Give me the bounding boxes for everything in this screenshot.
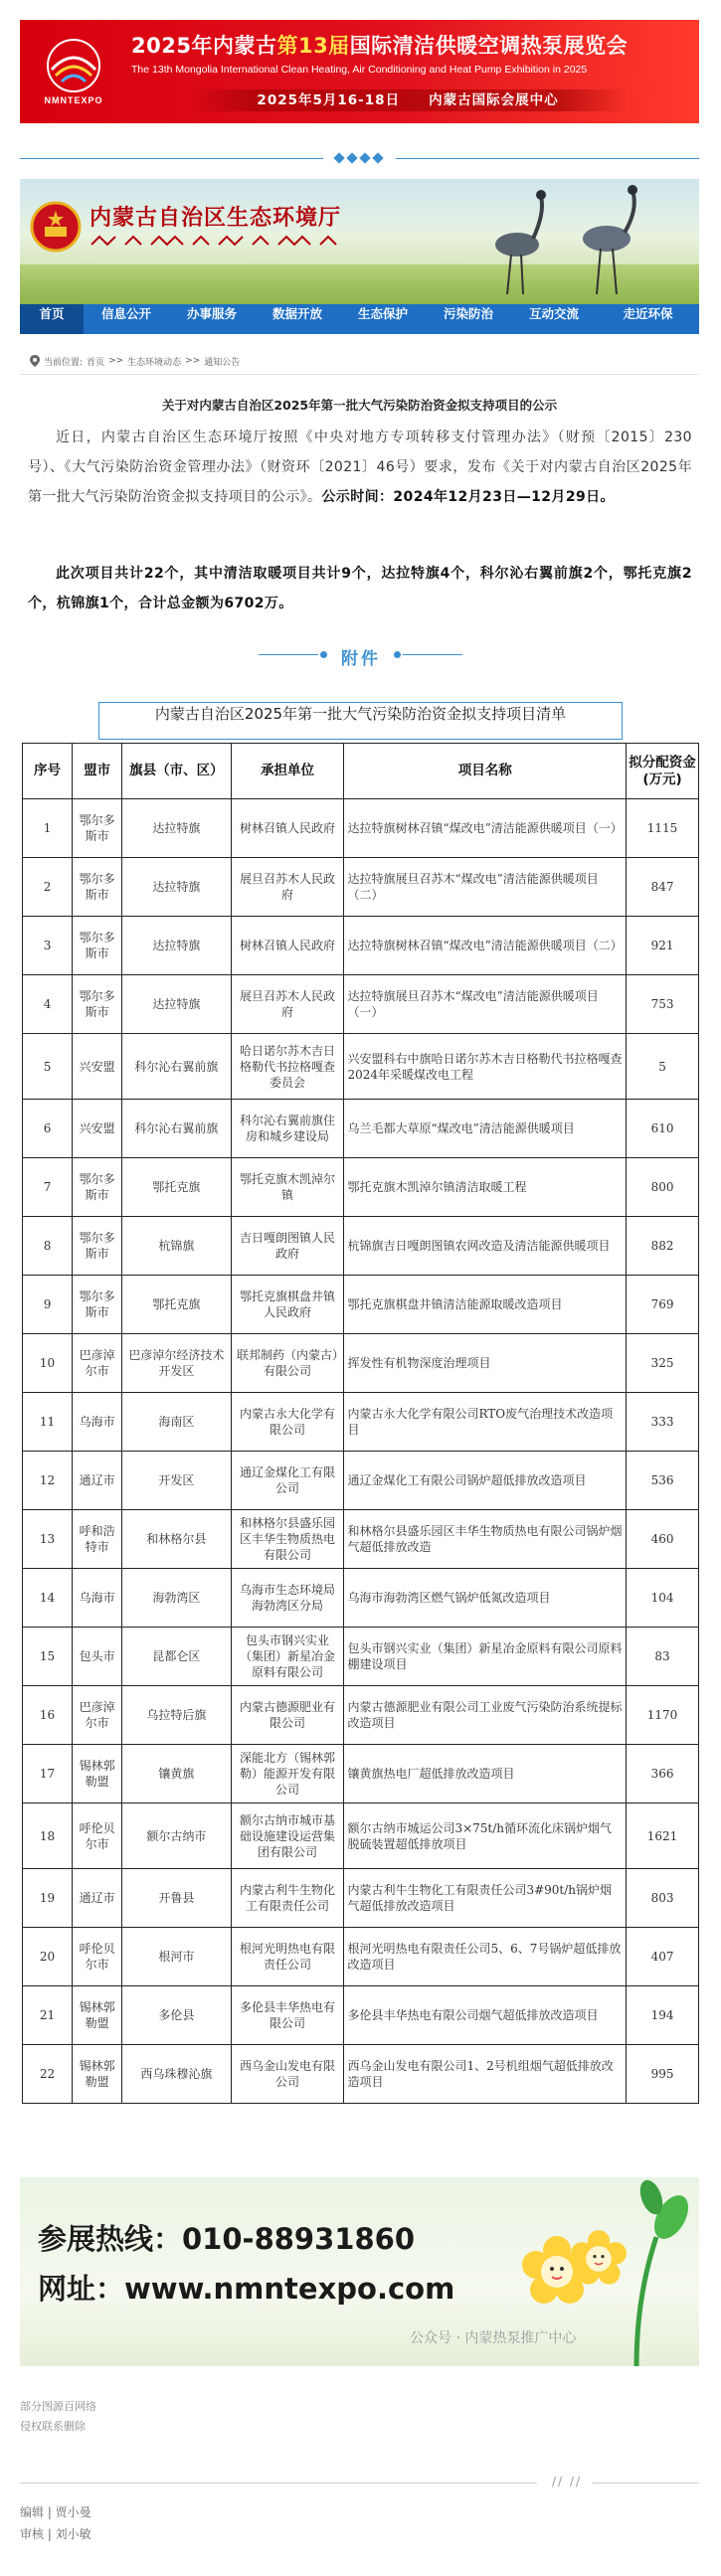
cell-project-name: 额尔古纳市城运公司3×75t/h循环流化床锅炉烟气脱硫装置超低排放项目 [344,1803,627,1869]
cell-county: 达拉特旗 [122,799,231,858]
cell-funding: 921 [627,917,699,975]
cell-project-name: 根河光明热电有限责任公司5、6、7号锅炉超低排放改造项目 [344,1928,627,1986]
cell-undertaker: 内蒙古利牛生物化工有限责任公司 [231,1869,344,1928]
cell-county: 西乌珠穆沁旗 [122,2045,231,2104]
cell-project-name: 挥发性有机物深度治理项目 [344,1334,627,1393]
cell-county: 额尔古纳市 [122,1803,231,1869]
cell-league-city: 鄂尔多斯市 [73,1217,122,1276]
table-caption: 内蒙古自治区2025年第一批大气污染防治资金拟支持项目清单 [98,702,623,740]
cell-no: 17 [23,1745,73,1803]
cell-project-name: 内蒙古永大化学有限公司RTO废气治理技术改造项目 [344,1393,627,1452]
cell-undertaker: 科尔沁右翼前旗住房和城乡建设局 [231,1100,344,1158]
cell-county: 海南区 [122,1393,231,1452]
cell-funding: 194 [627,1986,699,2045]
promo-website[interactable]: 网址：www.nmntexpo.com [38,2272,455,2306]
cell-project-name: 乌海市海勃湾区燃气锅炉低氮改造项目 [344,1569,627,1628]
table-row [23,917,699,975]
breadcrumb-label: 当前位置: [44,357,84,368]
cell-project-name: 镶黄旗热电厂超低排放改造项目 [344,1745,627,1803]
cell-league-city: 兴安盟 [73,1034,122,1100]
cell-undertaker: 根河光明热电有限责任公司 [231,1928,344,1986]
cell-project-name: 达拉特旗树林召镇“煤改电”清洁能源供暖项目（二） [344,917,627,975]
cell-undertaker: 深能北方（锡林郭勒）能源开发有限公司 [231,1745,344,1803]
nav-interaction[interactable]: 互动交流 [528,306,579,321]
cell-undertaker: 内蒙古德源肥业有限公司 [231,1686,344,1745]
cell-project-name: 达拉特旗展旦召苏木“煤改电”清洁能源供暖项目（一） [344,975,627,1034]
breadcrumb-sep: >> [108,356,124,366]
cell-project-name: 鄂托克旗棋盘井镇清洁能源取暖改造项目 [344,1276,627,1334]
breadcrumb-home[interactable]: 首页 [87,357,105,368]
wechat-watermark: 公众号 · 内蒙热泵推广中心 [410,2330,577,2346]
table-row [23,2045,699,2104]
reviewer-credit: 审核 | 刘小敏 [20,2527,91,2541]
table-row [23,1628,699,1686]
cell-funding: 460 [627,1510,699,1569]
header-league-city: 盟市 [73,744,122,799]
cell-funding: 1621 [627,1803,699,1869]
article-paragraph-1-text: 近日，内蒙古自治区生态环境厅按照《中央对地方专项转移支付管理办法》（财预〔2015〕230号）、《大气污染防治资金管理办法》（财资环〔2021〕46号）要求，发布《关于对内蒙古自治区2025年第一批大气污染防治资金拟支持项目的公示》。 [28,429,692,505]
expo-title-prefix: 2025年内蒙古 [131,34,277,58]
mongolian-script-graphic [90,233,388,249]
site-header [20,179,699,304]
cell-no: 14 [23,1569,73,1628]
cell-no: 16 [23,1686,73,1745]
project-table [22,743,699,2104]
cell-undertaker: 树林召镇人民政府 [231,799,344,858]
table-row [23,1158,699,1217]
cell-undertaker: 和林格尔县盛乐园区丰华生物质热电有限公司 [231,1510,344,1569]
table-row [23,1034,699,1100]
cell-league-city: 锡林郭勒盟 [73,2045,122,2104]
table-row [23,1510,699,1569]
cell-project-name: 多伦县丰华热电有限公司烟气超低排放改造项目 [344,1986,627,2045]
expo-date-venue: 2025年5月16-18日 内蒙古国际会展中心 [189,89,627,111]
cell-county: 达拉特旗 [122,975,231,1034]
cell-project-name: 内蒙古利牛生物化工有限责任公司3#90t/h锅炉烟气超低排放改造项目 [344,1869,627,1928]
cell-funding: 753 [627,975,699,1034]
cell-no: 21 [23,1986,73,2045]
nav-about-env[interactable]: 走近环保 [623,306,673,321]
cell-league-city: 乌海市 [73,1393,122,1452]
cell-league-city: 巴彦淖尔市 [73,1686,122,1745]
table-row [23,1686,699,1745]
table-row [23,858,699,917]
nav-eco-protection[interactable]: 生态保护 [357,306,408,321]
source-note: 部分图源百网络 [20,2400,96,2413]
expo-title-highlight: 第13届 [276,34,350,58]
cell-league-city: 通辽市 [73,1452,122,1510]
cell-undertaker: 乌海市生态环境局海勃湾区分局 [231,1569,344,1628]
national-emblem-icon [30,201,82,253]
attachment-label: 附件 [341,649,381,669]
cell-no: 18 [23,1803,73,1869]
cell-project-name: 达拉特旗展旦召苏木“煤改电”清洁能源供暖项目（二） [344,858,627,917]
cell-county: 鄂托克旗 [122,1158,231,1217]
cell-funding: 5 [627,1034,699,1100]
cell-funding: 803 [627,1869,699,1928]
cell-league-city: 包头市 [73,1628,122,1686]
cell-county: 开发区 [122,1452,231,1510]
cell-no: 6 [23,1100,73,1158]
cell-no: 8 [23,1217,73,1276]
cell-county: 乌拉特后旗 [122,1686,231,1745]
cell-no: 5 [23,1034,73,1100]
cell-no: 3 [23,917,73,975]
cell-undertaker: 鄂托克旗木凯淖尔镇 [231,1158,344,1217]
expo-banner[interactable] [20,20,699,123]
article-publicity-period: 公示时间：2024年12月23日—12月29日。 [321,489,615,505]
cell-league-city: 呼伦贝尔市 [73,1928,122,1986]
header-county: 旗县（市、区） [122,744,231,799]
cell-project-name: 包头市钢兴实业（集团）新星冶金原料有限公司原料棚建设项目 [344,1628,627,1686]
cell-project-name: 和林格尔县盛乐园区丰华生物质热电有限公司锅炉烟气超低排放改造 [344,1510,627,1569]
cell-no: 19 [23,1869,73,1928]
cell-funding: 769 [627,1276,699,1334]
cell-county: 多伦县 [122,1986,231,2045]
cell-project-name: 乌兰毛都大草原“煤改电”清洁能源供暖项目 [344,1100,627,1158]
table-row [23,1393,699,1452]
cell-no: 10 [23,1334,73,1393]
cell-funding: 325 [627,1334,699,1393]
cell-no: 7 [23,1158,73,1217]
cell-county: 科尔沁右翼前旗 [122,1100,231,1158]
cell-project-name: 内蒙古德源肥业有限公司工业废气污染防治系统提标改造项目 [344,1686,627,1745]
cell-project-name: 鄂托克旗木凯淖尔镇清洁取暖工程 [344,1158,627,1217]
article-paragraph-2 [28,559,692,618]
cell-undertaker: 吉日嘎朗图镇人民政府 [231,1217,344,1276]
cell-county: 达拉特旗 [122,858,231,917]
table-row [23,1276,699,1334]
cell-undertaker: 内蒙古永大化学有限公司 [231,1393,344,1452]
table-row [23,1803,699,1869]
header-funding: 拟分配资金(万元) [627,744,699,799]
flower-decoration-icon [487,2177,699,2366]
attachment-divider [0,644,721,669]
cell-undertaker: 额尔古纳市城市基础设施建设运营集团有限公司 [231,1803,344,1869]
cell-funding: 610 [627,1100,699,1158]
cell-no: 9 [23,1276,73,1334]
table-row [23,1928,699,1986]
editor-credit: 编辑 | 贾小曼 [20,2505,91,2519]
cell-undertaker: 包头市钢兴实业（集团）新星冶金原料有限公司 [231,1628,344,1686]
cell-county: 昆都仑区 [122,1628,231,1686]
table-row [23,1569,699,1628]
cell-funding: 83 [627,1628,699,1686]
cell-undertaker: 展旦召苏木人民政府 [231,858,344,917]
nav-home[interactable]: 首页 [20,304,84,334]
table-row [23,1334,699,1393]
cell-funding: 407 [627,1928,699,1986]
cell-league-city: 呼和浩特市 [73,1510,122,1569]
header-no: 序号 [23,744,73,799]
promo-banner [20,2177,699,2366]
cell-funding: 366 [627,1745,699,1803]
expo-title-en: The 13th Mongolia International Clean Heating, Air Conditioning and Heat Pump Exhibition in 2025 [131,64,588,76]
cell-county: 镶黄旗 [122,1745,231,1803]
crane-birds-graphic [457,183,676,302]
table-row [23,1217,699,1276]
cell-league-city: 鄂尔多斯市 [73,1158,122,1217]
copyright-note: 侵权联系删除 [20,2420,86,2433]
cell-county: 鄂托克旗 [122,1276,231,1334]
cell-no: 2 [23,858,73,917]
cell-funding: 1170 [627,1686,699,1745]
footer-divider-mark: // // [552,2475,582,2489]
table-row [23,975,699,1034]
cell-no: 1 [23,799,73,858]
cell-undertaker: 多伦县丰华热电有限公司 [231,1986,344,2045]
table-row [23,1745,699,1803]
nav-pollution-control[interactable]: 污染防治 [443,306,493,321]
nav-info-disclosure[interactable]: 信息公开 [100,306,151,321]
breadcrumb-eco-news[interactable]: 生态环境动态 [127,357,182,368]
table-body [23,799,699,2104]
cell-undertaker: 哈日诺尔苏木吉日格勒代书拉格嘎查委员会 [231,1034,344,1100]
cell-county: 海勃湾区 [122,1569,231,1628]
cell-county: 达拉特旗 [122,917,231,975]
table-row [23,1869,699,1928]
cell-no: 13 [23,1510,73,1569]
cell-league-city: 兴安盟 [73,1100,122,1158]
nav-open-data[interactable]: 数据开放 [271,306,322,321]
footer-divider [20,2475,699,2490]
main-nav [20,304,699,334]
cell-league-city: 乌海市 [73,1569,122,1628]
cell-funding: 1115 [627,799,699,858]
cell-league-city: 鄂尔多斯市 [73,799,122,858]
cell-county: 和林格尔县 [122,1510,231,1569]
table-row [23,1452,699,1510]
cell-undertaker: 联邦制药（内蒙古）有限公司 [231,1334,344,1393]
cell-county: 根河市 [122,1928,231,1986]
expo-title-cn [131,30,688,60]
promo-hotline: 参展热线：010-88931860 [38,2222,415,2256]
header-undertaker: 承担单位 [231,744,344,799]
cell-league-city: 鄂尔多斯市 [73,858,122,917]
section-separator [20,151,699,165]
breadcrumb-divider [20,374,699,375]
breadcrumb-notice[interactable]: 通知公告 [204,357,241,368]
cell-project-name: 西乌金山发电有限公司1、2号机组烟气超低排放改造项目 [344,2045,627,2104]
cell-project-name: 达拉特旗树林召镇“煤改电”清洁能源供暖项目（一） [344,799,627,858]
table-row [23,1100,699,1158]
cell-funding: 882 [627,1217,699,1276]
cell-funding: 536 [627,1452,699,1510]
nav-services[interactable]: 办事服务 [186,306,237,321]
table-row [23,1986,699,2045]
cell-no: 4 [23,975,73,1034]
cell-funding: 847 [627,858,699,917]
cell-funding: 995 [627,2045,699,2104]
article-summary: 此次项目共计22个，其中清洁取暖项目共计9个，达拉特旗4个，科尔沁右翼前旗2个，鄂托克旗2个，杭锦旗1个，合计总金额为6702万。 [28,566,692,611]
cell-undertaker: 展旦召苏木人民政府 [231,975,344,1034]
cell-league-city: 锡林郭勒盟 [73,1745,122,1803]
header-project-name: 项目名称 [344,744,627,799]
cell-project-name: 通辽金煤化工有限公司锅炉超低排放改造项目 [344,1452,627,1510]
cell-no: 22 [23,2045,73,2104]
cell-league-city: 鄂尔多斯市 [73,917,122,975]
cell-no: 15 [23,1628,73,1686]
breadcrumb-sep: >> [185,356,201,366]
table-row [23,799,699,858]
cell-league-city: 通辽市 [73,1869,122,1928]
cell-undertaker: 树林召镇人民政府 [231,917,344,975]
cell-no: 11 [23,1393,73,1452]
cell-funding: 104 [627,1569,699,1628]
cell-project-name: 兴安盟科右中旗哈日诺尔苏木吉日格勒代书拉格嘎查2024年采暖煤改电工程 [344,1034,627,1100]
cell-league-city: 呼伦贝尔市 [73,1803,122,1869]
cell-project-name: 杭锦旗吉日嘎朗图镇农网改造及清洁能源供暖项目 [344,1217,627,1276]
cell-league-city: 巴彦淖尔市 [73,1334,122,1393]
cell-no: 12 [23,1452,73,1510]
cell-county: 科尔沁右翼前旗 [122,1034,231,1100]
expo-title-suffix: 国际清洁供暖空调热泵展览会 [349,34,629,58]
cell-league-city: 锡林郭勒盟 [73,1986,122,2045]
org-name: 内蒙古自治区生态环境厅 [90,205,342,231]
location-pin-icon [30,355,40,367]
cell-county: 巴彦淖尔经济技术开发区 [122,1334,231,1393]
cell-undertaker: 西乌金山发电有限公司 [231,2045,344,2104]
cell-undertaker: 鄂托克旗棋盘井镇人民政府 [231,1276,344,1334]
article-title: 关于对内蒙古自治区2025年第一批大气污染防治资金拟支持项目的公示 [161,398,558,413]
cell-funding: 800 [627,1158,699,1217]
cell-no: 20 [23,1928,73,1986]
cell-county: 杭锦旗 [122,1217,231,1276]
breadcrumb [30,354,240,368]
cell-undertaker: 通辽金煤化工有限公司 [231,1452,344,1510]
table-header-row [23,744,699,799]
cell-county: 开鲁县 [122,1869,231,1928]
cell-funding: 333 [627,1393,699,1452]
cell-league-city: 鄂尔多斯市 [73,1276,122,1334]
article-paragraph-1 [28,423,692,512]
cell-league-city: 鄂尔多斯市 [73,975,122,1034]
expo-logo-text: NMNTEXPO [44,95,103,105]
